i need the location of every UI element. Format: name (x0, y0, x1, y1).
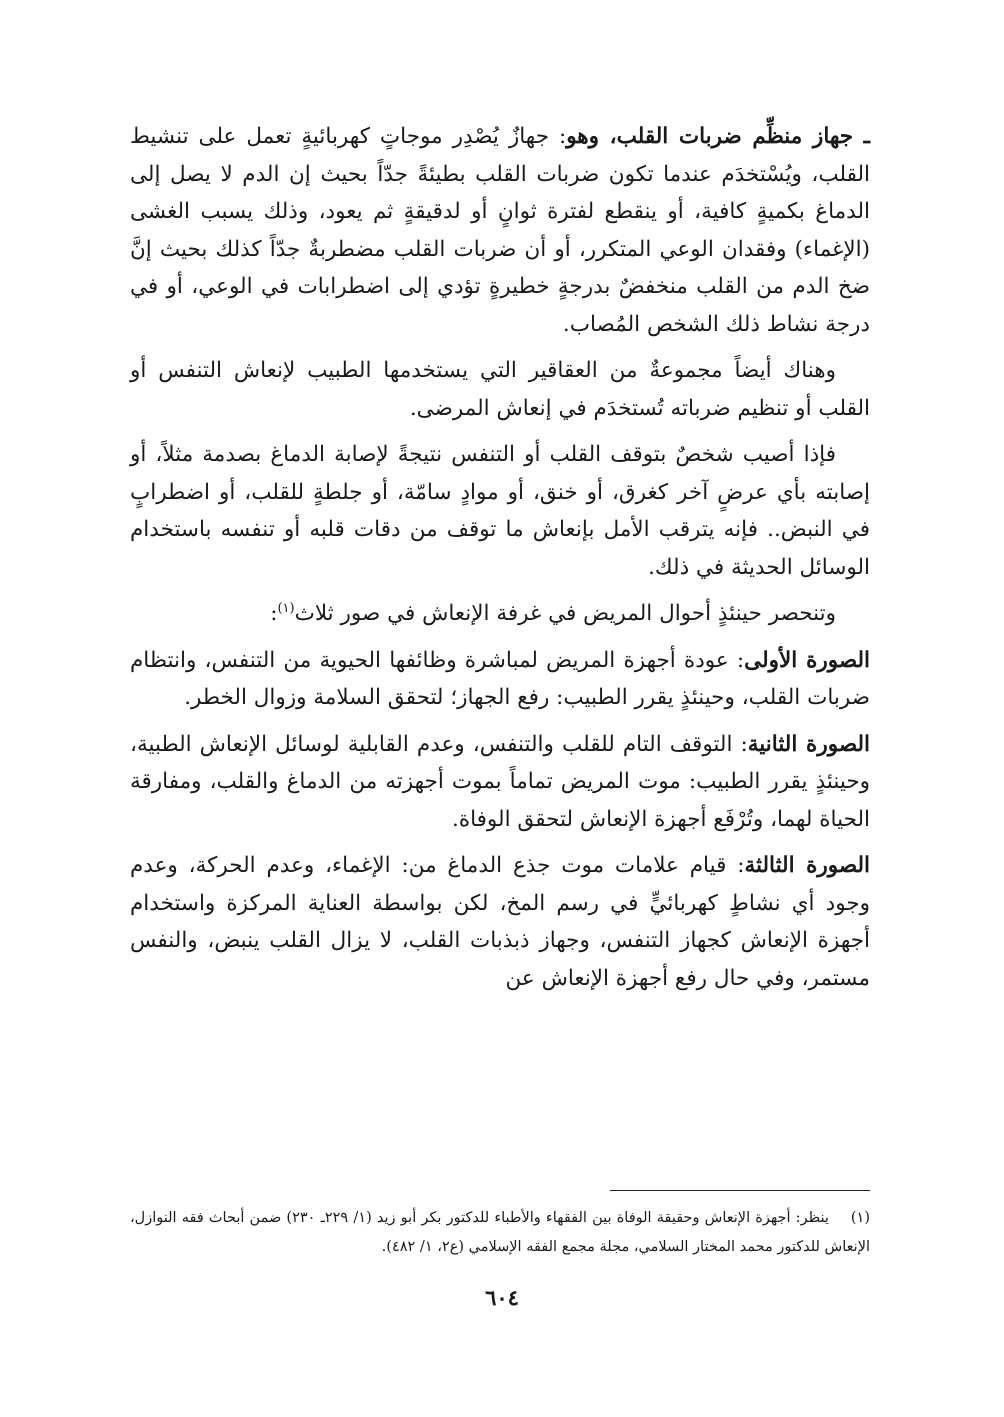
paragraph-body: فإذا أصيب شخصٌ بتوقف القلب أو التنفس نتيجةً لإصابة الدماغ بصدمة مثلاً، أو إصابته بأي عرضٍ آخر كغرق، أو خنق، أو موادٍ سامّة، أو جلطةٍ للقلب، أو اضطرابٍ في النبض.. فإنه يترقب الأمل بإنعاش ما توقف من دقات قلبه أو تنفسه باستخدام الوسائل الحديثة في ذلك. (130, 442, 870, 580)
paragraph-first-case (130, 642, 870, 717)
footnote-text: ينظر: أجهزة الإنعاش وحقيقة الوفاة بين الفقهاء والأطباء للدكتور بكر أبو زيد (١/ ٢٢٩ـ ٢٣٠) ضمن أبحاث فقه النوازل، الإنعاش للدكتور محمد المختار السلامي، مجلة مجمع الفقه الإسلامي (ع٢، ١/ ٤٨٢). (130, 1210, 870, 1255)
paragraph-body: وهناك أيضاً مجموعةٌ من العقاقير التي يستخدمها الطبيب لإنعاش التنفس أو القلب أو تنظيم ضرباته تُستخدَم في إنعاش المرضى. (130, 358, 870, 421)
paragraph-body: وتنحصر حينئذٍ أحوال المريض في غرفة الإنعاش في صور ثلاث (294, 601, 836, 626)
paragraph-tail: : (270, 601, 278, 626)
paragraph-second-case (130, 726, 870, 839)
footnote-divider (610, 1190, 870, 1191)
paragraph-body: : عودة أجهزة المريض لمباشرة وظائفها الحيوية من التنفس، وانتظام ضربات القلب، وحينئذٍ يقرر الطبيب: رفع الجهاز؛ لتحقق السلامة وزوال الخطر. (130, 647, 870, 710)
footnote-marker: (١) (850, 1210, 871, 1226)
paragraph-lead: الصورة الثالثة (744, 853, 870, 878)
paragraph-pacemaker (130, 118, 870, 343)
paragraph-body: : قيام علامات موت جذع الدماغ من: الإغماء، وعدم الحركة، وعدم وجود أي نشاطٍ كهربائيٍّ في رسم المخ، لكن بواسطة العناية المركزة واستخدام أجهزة الإنعاش كجهاز التنفس، وجهاز ذبذبات القلب، لا يزال القلب ينبض، والنفس مستمر، وفي حال رفع أجهزة الإنعاش عن (130, 853, 870, 991)
paragraph-cardiac-arrest (130, 436, 870, 586)
footnote (130, 1204, 870, 1262)
paragraph-lead: الصورة الأولى (744, 647, 871, 673)
page-number: ٦٠٤ (485, 1285, 519, 1310)
paragraph-body: : جهازٌ يُصْدِر موجاتٍ كهربائيةٍ تعمل على تنشيط القلب، ويُسْتخدَم عندما تكون ضربات القلب بطيئةً جدّاً بحيث إن الدم لا يصل إلى الدماغ بكميةٍ كافية، أو ينقطع لفترة ثوانٍ أو لدقيقةٍ ثم يعود، وذلك يسبب الغشى (الإغماء) وفقدان الوعي المتكرر، أو أن ضربات القلب مضطربةٌ جدّاً كذلك بحيث إنَّ ضخ الدم من القلب منخفضٌ بدرجةٍ خطيرةٍ تؤدي إلى اضطرابات في الوعي، أو في درجة نشاط ذلك الشخص المُصاب. (130, 124, 870, 337)
paragraph-lead: ـ جهاز منظِّم ضربات القلب، وهو (566, 124, 870, 149)
paragraph-three-cases-intro (130, 595, 870, 633)
paragraph-lead: الصورة الثانية (747, 731, 870, 757)
main-text (130, 118, 870, 1006)
paragraph-drugs (130, 352, 870, 427)
paragraph-body: : التوقف التام للقلب والتنفس، وعدم القابلية لوسائل الإنعاش الطبية، وحينئذٍ يقرر الطبيب: موت المريض تماماً بموت أجهزته من الدماغ والقلب، ومفارقة الحياة لهما، وتُرْفَع أجهزة الإنعاش لتحقق الوفاة. (130, 731, 870, 832)
paragraph-third-case (130, 847, 870, 997)
footnote-reference[interactable]: (١) (277, 600, 295, 616)
